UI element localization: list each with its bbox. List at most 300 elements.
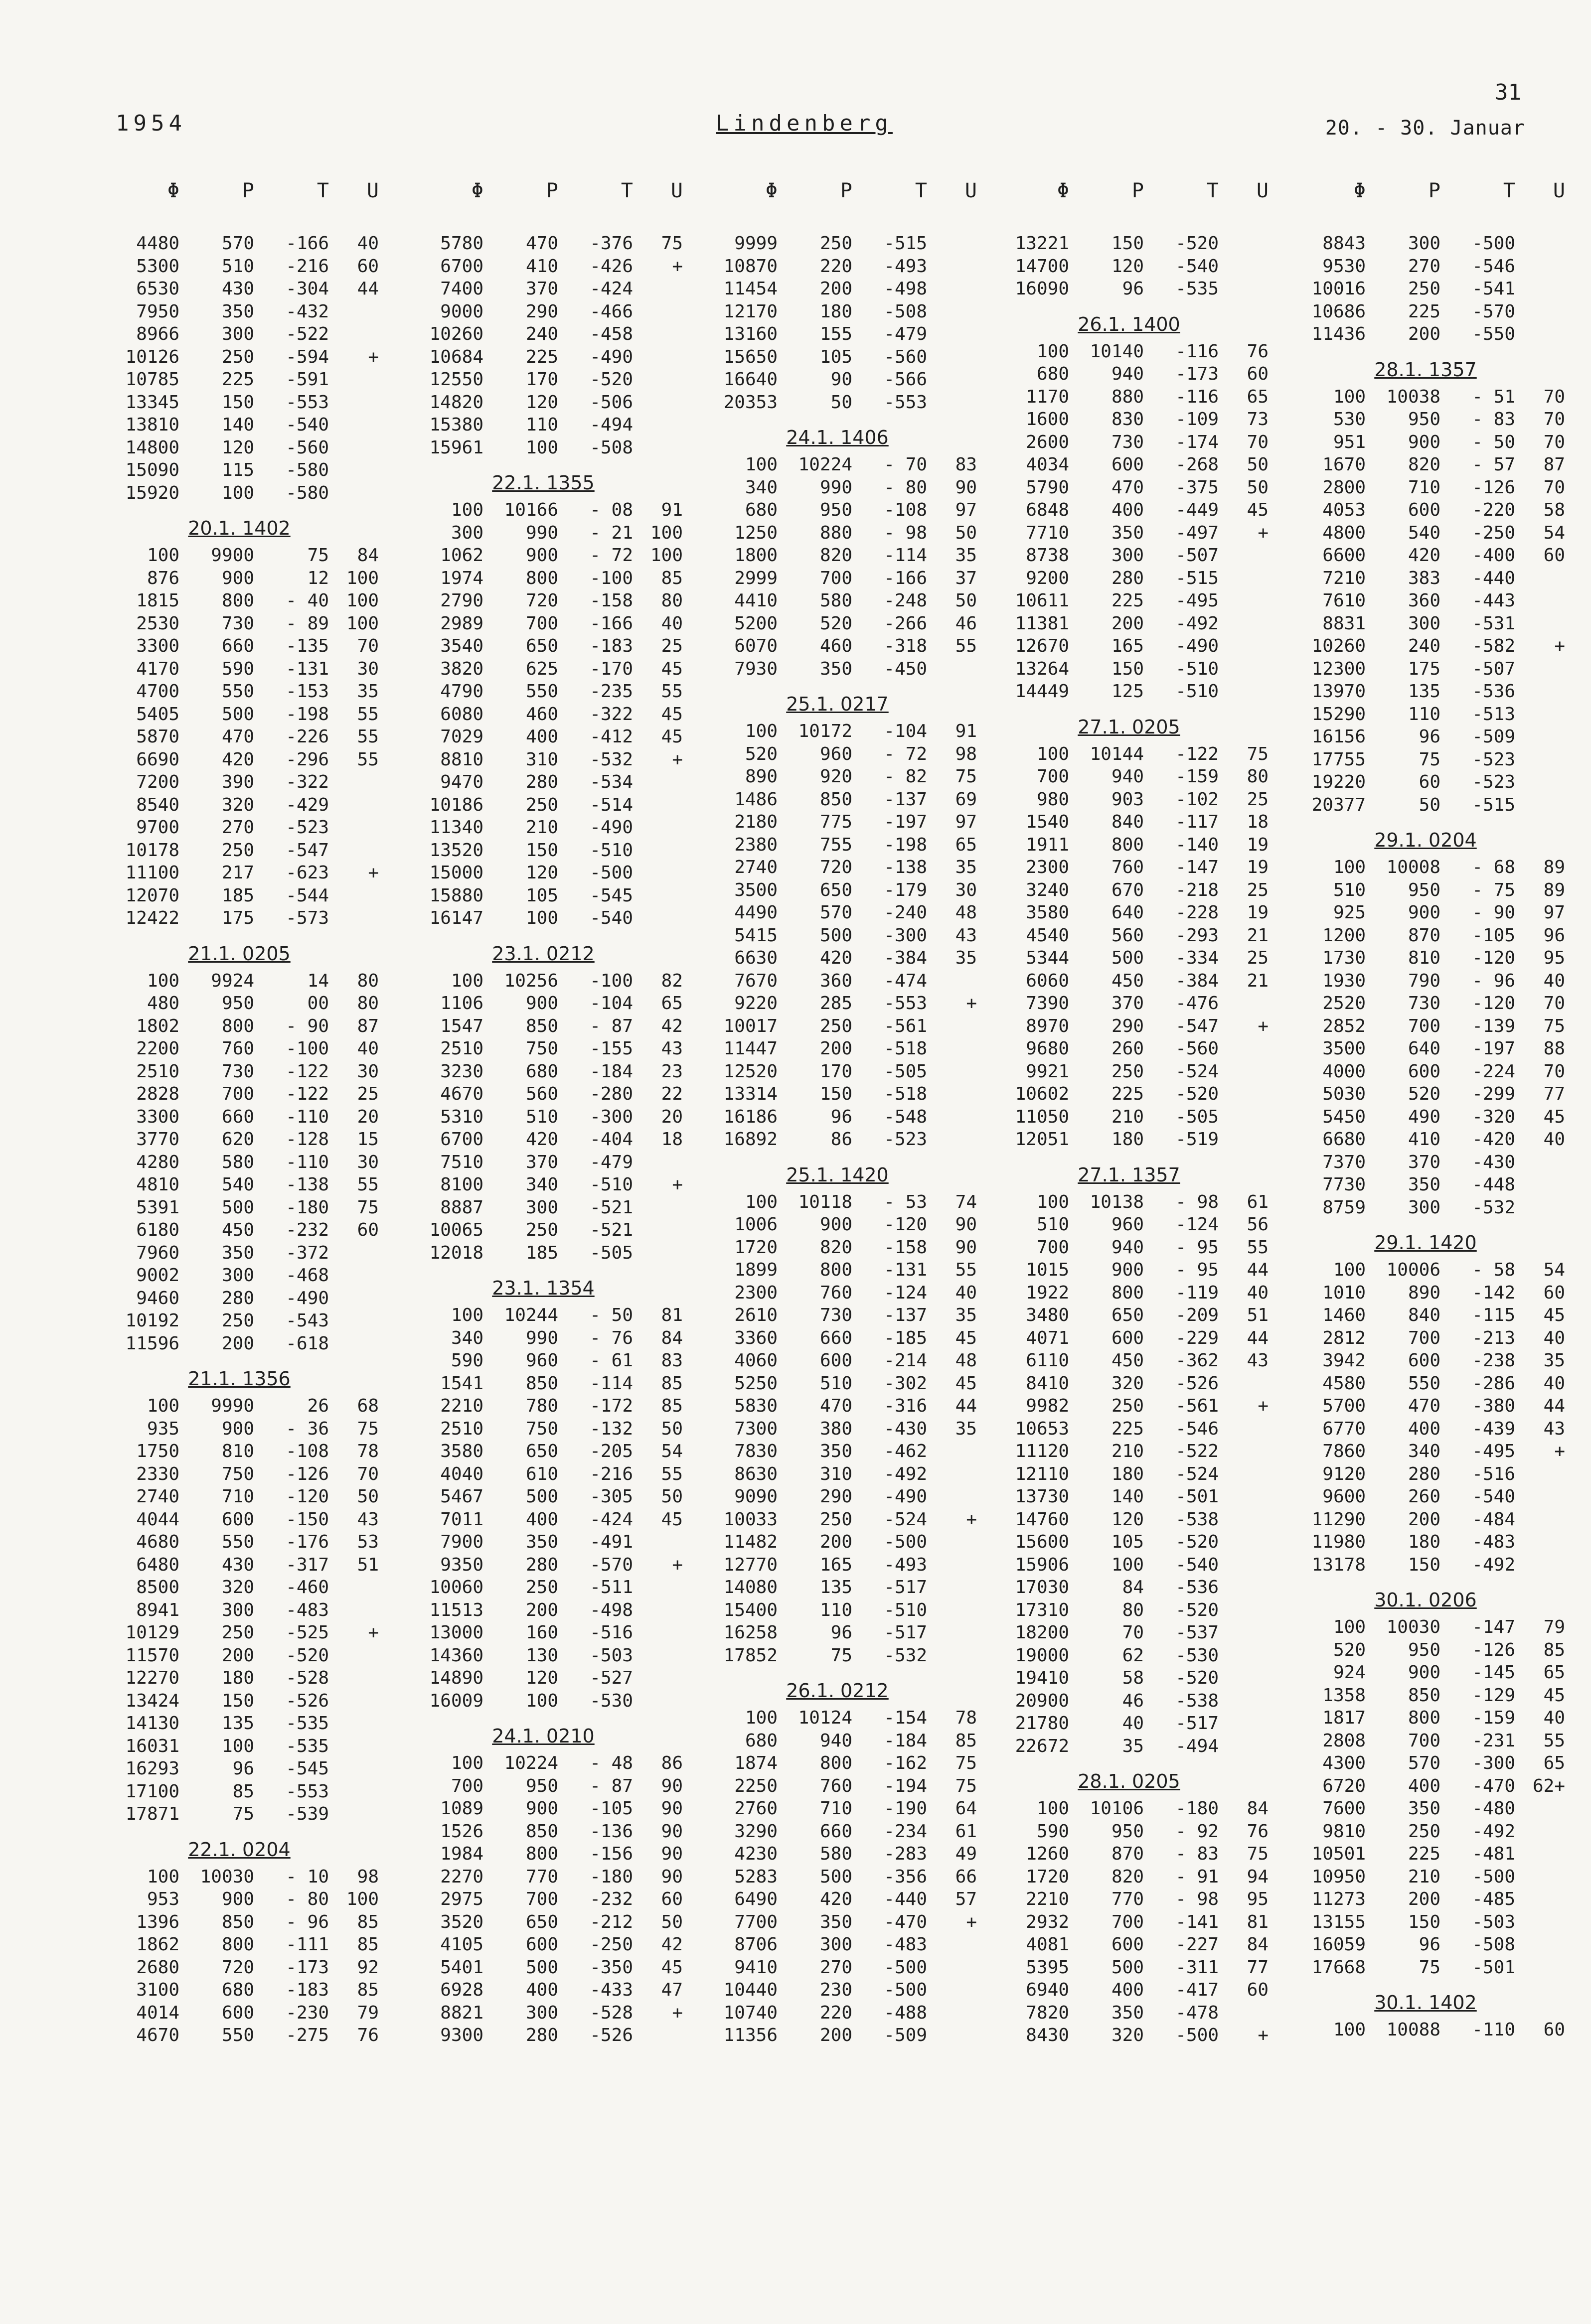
table-cell <box>1219 2002 1269 2025</box>
table-cell: 850 <box>525 1373 558 1394</box>
table-cell: 4040 <box>440 1463 483 1484</box>
table-cell: -498 <box>590 1599 633 1620</box>
table-cell <box>1219 1531 1269 1554</box>
table-cell <box>329 368 379 391</box>
sounding-block <box>90 504 389 930</box>
table-cell: 43 <box>661 1038 683 1059</box>
sounding-block <box>394 459 693 930</box>
table-cell: 100 <box>525 908 558 928</box>
table-cell: - 83 <box>1472 409 1515 430</box>
table-cell: 8941 <box>136 1599 179 1620</box>
table-row <box>1276 947 1575 970</box>
table-cell: 7730 <box>1322 1174 1366 1195</box>
table-cell: -573 <box>286 908 329 928</box>
table-row <box>979 1531 1278 1554</box>
table-row <box>979 278 1278 300</box>
table-cell: 760 <box>221 1038 254 1059</box>
table-row <box>979 1599 1278 1622</box>
table-cell <box>633 1531 683 1554</box>
table-cell: -156 <box>590 1844 633 1864</box>
table-cell: 4540 <box>1026 925 1069 946</box>
table-cell: 7029 <box>440 726 483 747</box>
table-cell <box>329 1264 379 1287</box>
table-cell: 50 <box>661 1418 683 1439</box>
table-cell: -530 <box>590 1690 633 1711</box>
table-cell: 270 <box>221 817 254 838</box>
table-cell: 45 <box>661 1509 683 1530</box>
table-cell: 500 <box>525 1957 558 1978</box>
table-cell: 11596 <box>125 1333 179 1354</box>
table-row <box>90 1780 389 1803</box>
table-row <box>688 765 987 788</box>
table-cell: 2510 <box>440 1038 483 1059</box>
table-cell: 4230 <box>734 1844 778 1864</box>
table-cell <box>633 414 683 436</box>
table-cell <box>927 1621 977 1644</box>
table-row <box>1276 431 1575 454</box>
table-row <box>90 1644 389 1667</box>
table-cell: 96 <box>830 1106 852 1127</box>
table-row <box>979 1508 1278 1531</box>
table-cell: 2740 <box>136 1486 179 1507</box>
table-cell: 250 <box>1408 1821 1440 1842</box>
table-cell: 180 <box>1111 1463 1144 1484</box>
table-cell: 10192 <box>125 1310 179 1331</box>
table-cell: 1862 <box>136 1934 179 1955</box>
table-row <box>1276 794 1575 817</box>
table-row <box>979 1911 1278 1934</box>
table-cell: -122 <box>286 1084 329 1104</box>
table-cell <box>633 323 683 346</box>
table-row <box>90 1309 389 1332</box>
table-row <box>979 1956 1278 1979</box>
table-cell: 100 <box>346 613 379 634</box>
table-cell: 85 <box>357 1934 379 1955</box>
table-cell: 1540 <box>1026 812 1069 832</box>
table-cell <box>1515 680 1565 703</box>
table-cell <box>1515 567 1565 590</box>
sounding-block <box>688 1667 987 2047</box>
table-cell: -184 <box>590 1061 633 1082</box>
table-cell <box>1515 1956 1565 1979</box>
table-cell: -520 <box>286 1645 329 1666</box>
table-cell <box>633 1196 683 1219</box>
table-row <box>90 1418 389 1441</box>
table-cell: 450 <box>1111 970 1144 991</box>
table-row <box>90 1395 389 1418</box>
table-cell: 800 <box>525 1844 558 1864</box>
table-cell: 6060 <box>1026 970 1069 991</box>
table-cell: 65 <box>1543 1662 1565 1683</box>
table-cell: 8821 <box>440 2002 483 2023</box>
table-cell: 9810 <box>1322 1821 1366 1842</box>
table-cell: 2760 <box>734 1798 778 1819</box>
table-cell: 8759 <box>1322 1197 1366 1218</box>
table-cell: - 87 <box>590 1016 633 1036</box>
table-row <box>979 2002 1278 2025</box>
sounding-title <box>979 703 1278 743</box>
table-cell <box>329 1735 379 1758</box>
table-row <box>979 499 1278 522</box>
sounding-block <box>1276 1979 1575 2041</box>
table-cell: 55 <box>1543 1730 1565 1751</box>
table-cell: -500 <box>884 1532 927 1552</box>
table-cell: 8738 <box>1026 545 1069 566</box>
table-cell: 120 <box>525 863 558 883</box>
table-cell: 250 <box>1111 1396 1144 1416</box>
table-cell: 83 <box>661 1350 683 1371</box>
table-cell: -111 <box>286 1934 329 1955</box>
table-cell: 4081 <box>1026 1934 1069 1955</box>
table-cell: -426 <box>590 256 633 277</box>
table-row <box>394 1820 693 1843</box>
table-cell: 4060 <box>734 1350 778 1371</box>
table-cell: 420 <box>819 948 852 968</box>
table-cell: -460 <box>286 1577 329 1598</box>
table-cell: 70 <box>1543 993 1565 1014</box>
table-row <box>688 522 987 545</box>
table-row <box>688 1888 987 1911</box>
table-row <box>979 1979 1278 2002</box>
table-cell: 11050 <box>1015 1106 1069 1127</box>
table-cell: 350 <box>819 1911 852 1932</box>
table-cell: - 68 <box>1472 857 1515 877</box>
table-cell: - 82 <box>884 766 927 787</box>
table-row <box>1276 1888 1575 1911</box>
table-cell: 75 <box>357 1197 379 1218</box>
table-cell: -500 <box>1175 2025 1219 2045</box>
table-row <box>90 1242 389 1265</box>
table-row <box>90 680 389 703</box>
table-cell <box>329 1803 379 1826</box>
table-cell: 940 <box>1111 364 1144 384</box>
table-cell: 105 <box>1111 1532 1144 1552</box>
table-cell: -527 <box>590 1668 633 1688</box>
table-cell: -220 <box>1472 500 1515 520</box>
table-row <box>688 323 987 346</box>
sounding-title-text: 26.1. 0212 <box>786 1680 889 1702</box>
table-cell: 15880 <box>429 885 483 906</box>
table-row <box>394 1644 693 1667</box>
table-cell: 11980 <box>1311 1532 1366 1552</box>
table-cell: 100 <box>346 590 379 611</box>
table-cell: 81 <box>1247 1911 1269 1932</box>
sounding-block <box>90 930 389 1355</box>
table-cell: 3100 <box>136 1980 179 2000</box>
table-cell: 9002 <box>136 1265 179 1286</box>
table-cell: 40 <box>661 613 683 634</box>
table-row <box>688 635 987 658</box>
table-cell: 23 <box>661 1061 683 1082</box>
table-row <box>979 1327 1278 1350</box>
table-row <box>1276 499 1575 522</box>
sounding-title <box>688 1667 987 1707</box>
table-cell: 400 <box>525 1509 558 1530</box>
table-cell: 5405 <box>136 704 179 725</box>
table-row <box>394 499 693 522</box>
table-cell: - 72 <box>884 743 927 764</box>
table-cell: 1547 <box>440 1016 483 1036</box>
sounding-block <box>979 300 1278 703</box>
table-row <box>979 811 1278 834</box>
table-cell: 490 <box>1408 1106 1440 1127</box>
table-cell: 8966 <box>136 324 179 344</box>
table-cell: - 92 <box>1175 1821 1219 1842</box>
table-row <box>979 992 1278 1015</box>
table-cell: -466 <box>590 301 633 322</box>
table-cell: 924 <box>1333 1662 1366 1683</box>
table-cell: 900 <box>221 1889 254 1909</box>
table-cell <box>329 414 379 436</box>
table-cell: -154 <box>884 1708 927 1728</box>
table-cell: 6770 <box>1322 1418 1366 1439</box>
table-cell: 14449 <box>1015 681 1069 702</box>
table-cell: 280 <box>1408 1463 1440 1484</box>
table-cell: 1720 <box>1026 1866 1069 1887</box>
table-cell: 85 <box>661 568 683 588</box>
column-header-row <box>90 179 389 215</box>
table-cell <box>927 658 977 681</box>
table-cell: 950 <box>819 500 852 520</box>
table-cell: 1396 <box>136 1911 179 1932</box>
table-row <box>688 720 987 743</box>
table-row <box>979 522 1278 545</box>
table-row <box>1276 1554 1575 1577</box>
table-row <box>394 839 693 862</box>
table-cell: -230 <box>286 2002 329 2023</box>
table-cell: 2989 <box>440 613 483 634</box>
sounding-title <box>1276 1576 1575 1616</box>
table-cell: + <box>966 1509 977 1530</box>
table-cell: -124 <box>884 1282 927 1303</box>
table-cell: 900 <box>221 1418 254 1439</box>
table-cell: - 83 <box>1175 1844 1219 1864</box>
table-cell: 217 <box>221 863 254 883</box>
table-cell: 135 <box>819 1577 852 1598</box>
table-cell: 35 <box>955 1418 977 1439</box>
table-cell: 550 <box>221 2025 254 2045</box>
table-row <box>90 1485 389 1508</box>
table-cell: 5780 <box>440 233 483 254</box>
table-row <box>688 612 987 635</box>
table-cell: 9924 <box>211 970 254 991</box>
table-cell: -180 <box>286 1197 329 1218</box>
table-cell: 17871 <box>125 1804 179 1824</box>
table-cell: 4300 <box>1322 1753 1366 1773</box>
table-cell: 5030 <box>1322 1084 1366 1104</box>
table-cell: -216 <box>286 256 329 277</box>
table-cell: 7600 <box>1322 1798 1366 1819</box>
table-cell: 40 <box>955 1282 977 1303</box>
column-header: T <box>1503 179 1515 202</box>
table-row <box>90 255 389 278</box>
table-cell: + <box>1258 1396 1269 1416</box>
table-cell: -553 <box>286 392 329 413</box>
table-cell: 15400 <box>723 1599 778 1620</box>
table-cell: - 36 <box>286 1418 329 1439</box>
table-cell: -124 <box>1175 1214 1219 1235</box>
table-cell: 47 <box>661 1980 683 2000</box>
table-cell: 96 <box>1419 1934 1440 1955</box>
table-cell: 16090 <box>1015 279 1069 299</box>
table-cell: 10106 <box>1090 1798 1144 1819</box>
table-row <box>979 1282 1278 1305</box>
table-row <box>979 635 1278 658</box>
table-row <box>979 1463 1278 1486</box>
table-cell: 35 <box>955 545 977 566</box>
table-cell: 4800 <box>1322 522 1366 543</box>
table-cell: -229 <box>1175 1327 1219 1348</box>
table-cell: -300 <box>884 925 927 946</box>
table-cell <box>1515 323 1565 346</box>
table-row <box>394 992 693 1015</box>
sounding-title-text: 20.1. 1402 <box>188 517 291 539</box>
table-cell: 14890 <box>429 1668 483 1688</box>
table-row <box>979 232 1278 255</box>
table-cell: 610 <box>525 1463 558 1484</box>
table-cell: -515 <box>1472 794 1515 815</box>
table-cell: -104 <box>884 721 927 741</box>
table-cell: -317 <box>286 1554 329 1575</box>
table-cell: 810 <box>1408 948 1440 968</box>
table-cell: 700 <box>1408 1327 1440 1348</box>
table-cell: 350 <box>525 1532 558 1552</box>
table-cell: 850 <box>221 1911 254 1932</box>
table-cell: -510 <box>1175 658 1219 679</box>
table-row <box>688 992 987 1015</box>
table-cell: 97 <box>955 500 977 520</box>
table-cell: 65 <box>1543 1753 1565 1773</box>
table-cell: -213 <box>1472 1327 1515 1348</box>
table-cell: -507 <box>1472 658 1515 679</box>
table-cell: 2999 <box>734 568 778 588</box>
table-cell: 900 <box>525 993 558 1014</box>
table-row <box>394 748 693 771</box>
table-cell: 13000 <box>429 1622 483 1643</box>
table-row <box>394 1979 693 2002</box>
table-row <box>1276 278 1575 300</box>
table-cell: 17755 <box>1311 749 1366 770</box>
table-cell: 280 <box>525 772 558 792</box>
table-cell: 250 <box>819 233 852 254</box>
table-cell: 16258 <box>723 1622 778 1643</box>
table-cell: 44 <box>1543 1396 1565 1416</box>
table-row <box>688 346 987 369</box>
table-cell: -519 <box>1175 1129 1219 1150</box>
table-cell: 1600 <box>1026 409 1069 430</box>
table-row <box>394 771 693 794</box>
table-cell: 1874 <box>734 1753 778 1773</box>
table-cell: 950 <box>1408 1639 1440 1660</box>
table-cell: -494 <box>1175 1736 1219 1756</box>
table-cell: 25 <box>1247 948 1269 968</box>
table-cell: -490 <box>286 1288 329 1308</box>
sounding-title-text: 28.1. 1357 <box>1374 358 1477 381</box>
table-cell: 380 <box>819 1418 852 1439</box>
table-cell: 46 <box>955 613 977 634</box>
table-cell: 9530 <box>1322 256 1366 277</box>
column-header: U <box>670 179 683 202</box>
table-cell: 7610 <box>1322 590 1366 611</box>
table-cell: 120 <box>221 437 254 458</box>
table-cell: 940 <box>1111 766 1144 787</box>
table-cell: 7670 <box>734 970 778 991</box>
table-cell: 40 <box>1122 1713 1144 1734</box>
table-cell: 510 <box>819 1373 852 1394</box>
table-cell: -117 <box>1175 812 1219 832</box>
table-cell: 2300 <box>734 1282 778 1303</box>
table-cell: 540 <box>221 1174 254 1195</box>
table-cell: 240 <box>1408 636 1440 656</box>
table-row <box>979 856 1278 879</box>
table-cell: 1670 <box>1322 454 1366 475</box>
table-cell: -508 <box>590 437 633 458</box>
table-cell: 7900 <box>440 1532 483 1552</box>
table-row <box>688 1730 987 1752</box>
table-row <box>394 346 693 369</box>
table-cell: 320 <box>221 1577 254 1598</box>
table-cell: 200 <box>1111 613 1144 634</box>
table-cell: -305 <box>590 1486 633 1507</box>
table-cell: -528 <box>286 1668 329 1688</box>
table-row <box>90 992 389 1015</box>
table-cell: 70 <box>357 1463 379 1484</box>
table-cell: 250 <box>819 1016 852 1036</box>
table-cell: 520 <box>819 613 852 634</box>
table-cell: -209 <box>1175 1305 1219 1325</box>
table-cell: 250 <box>221 346 254 367</box>
table-cell: -384 <box>884 948 927 968</box>
table-cell: 650 <box>525 636 558 656</box>
table-cell: 12520 <box>723 1061 778 1082</box>
table-row <box>90 1332 389 1355</box>
table-cell: 650 <box>525 1441 558 1461</box>
table-cell: 370 <box>525 279 558 299</box>
table-cell: 43 <box>1543 1418 1565 1439</box>
table-cell: 100 <box>147 970 179 991</box>
table-cell: 70 <box>1543 386 1565 407</box>
table-row <box>688 1644 987 1667</box>
table-cell <box>1515 794 1565 817</box>
table-cell: 220 <box>819 256 852 277</box>
table-cell: 2852 <box>1322 1016 1366 1036</box>
table-cell: 6630 <box>734 948 778 968</box>
table-cell: -543 <box>286 1310 329 1331</box>
table-cell: 320 <box>221 794 254 815</box>
table-cell: 5415 <box>734 925 778 946</box>
table-cell <box>1219 1554 1269 1577</box>
table-row <box>90 907 389 930</box>
table-row <box>979 1820 1278 1843</box>
sounding-title <box>979 1757 1278 1797</box>
table-cell: 1526 <box>440 1821 483 1842</box>
table-cell: 1899 <box>734 1260 778 1280</box>
table-cell <box>1515 1911 1565 1934</box>
table-cell: 770 <box>1111 1889 1144 1909</box>
table-cell: 4014 <box>136 2002 179 2023</box>
table-row <box>90 1106 389 1129</box>
table-cell: 84 <box>1247 1934 1269 1955</box>
table-cell: 13970 <box>1311 681 1366 702</box>
table-row <box>90 970 389 993</box>
table-cell: -540 <box>1175 256 1219 277</box>
table-cell: 26 <box>307 1396 329 1416</box>
table-cell: 8706 <box>734 1934 778 1955</box>
table-cell <box>633 794 683 817</box>
table-cell <box>1219 1667 1269 1690</box>
table-row <box>1276 1730 1575 1752</box>
table-cell: 730 <box>221 613 254 634</box>
